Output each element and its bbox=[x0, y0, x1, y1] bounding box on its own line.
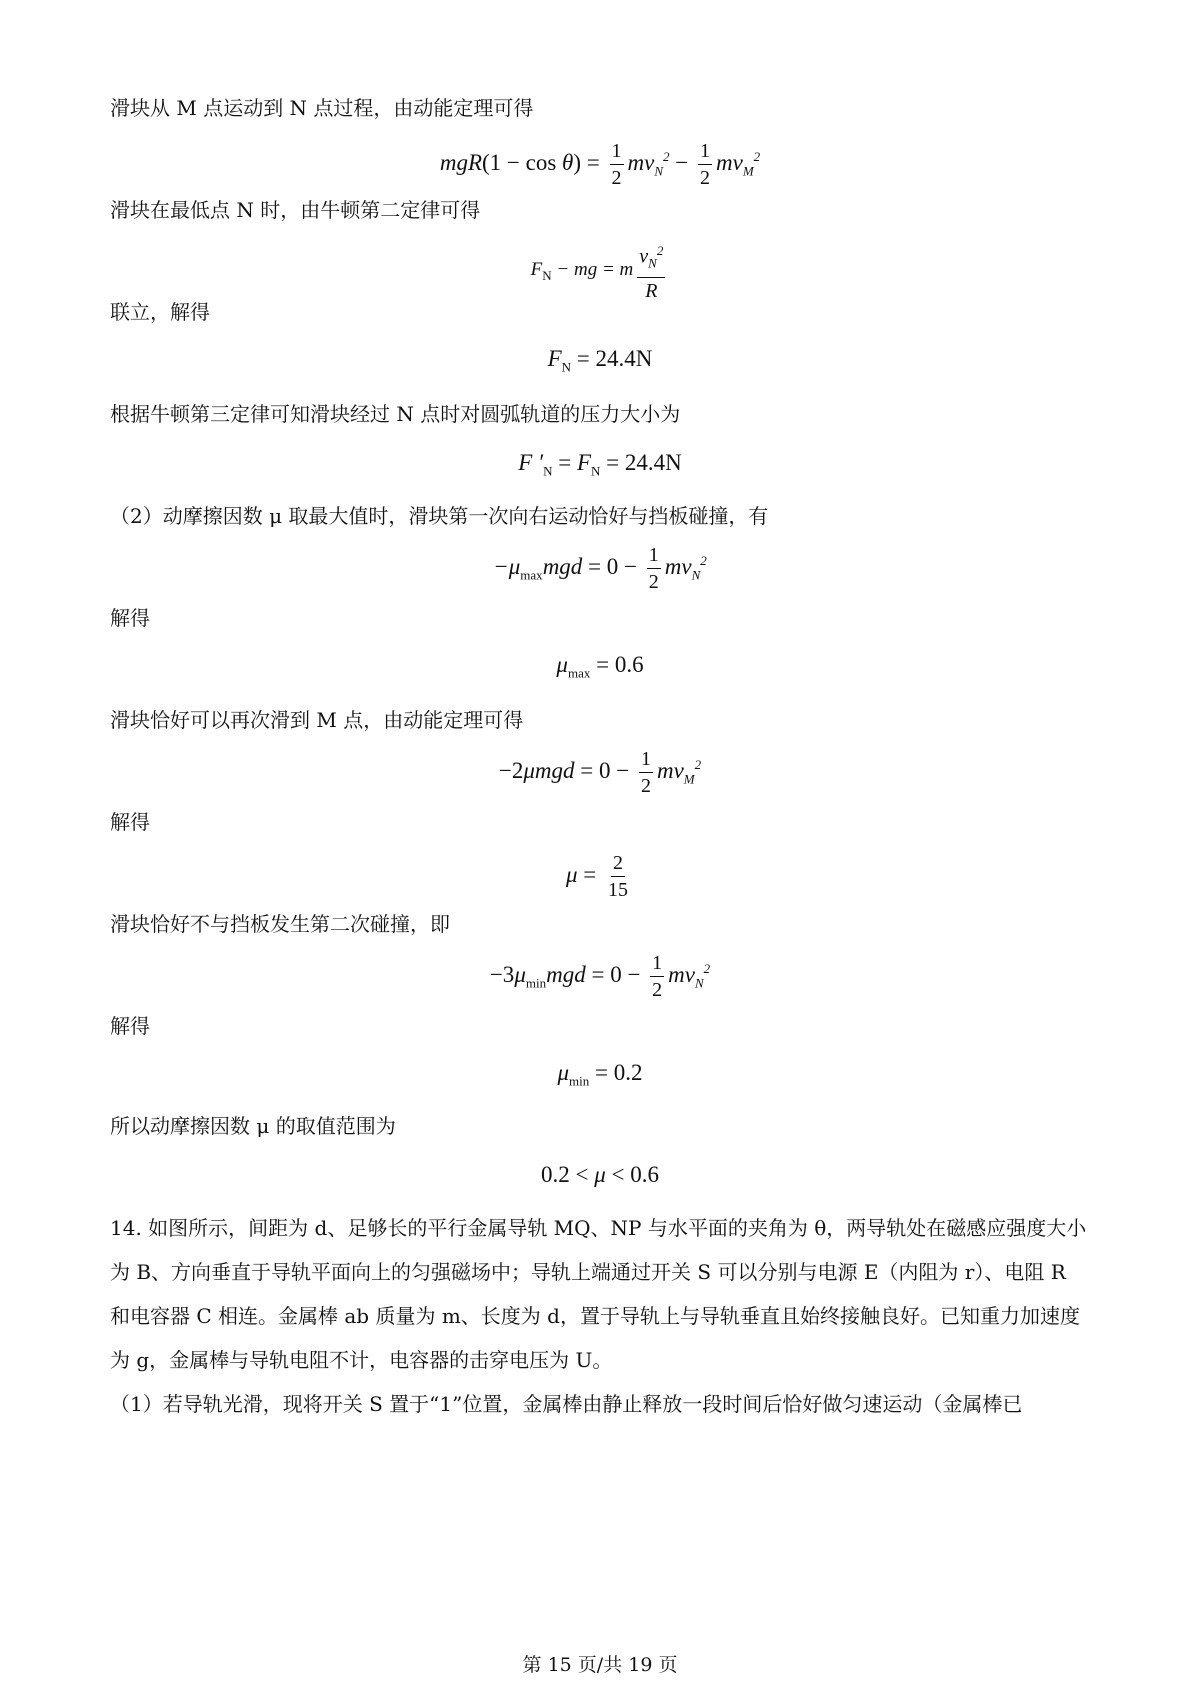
text-line-4: 根据牛顿第三定律可知滑块经过 N 点时对圆弧轨道的压力大小为 bbox=[110, 402, 681, 426]
equation-mu-condition: −2μmgd = 0 − $\frac{1}{2}$ $mv_M^2$ bbox=[498, 748, 702, 797]
equation-mu-max: $\mu_{max} = 0.6$ bbox=[556, 652, 644, 681]
text-line-5: （2）动摩擦因数 μ 取最大值时，滑块第一次向右运动恰好与挡板碰撞，有 bbox=[110, 504, 769, 528]
question-14-part-1: （1）若导轨光滑，现将开关 S 置于“1”位置，金属棒由静止释放一段时间后恰好做匀速运动（金属棒已 bbox=[110, 1392, 1023, 1416]
text-line-11: 所以动摩擦因数 μ 的取值范围为 bbox=[110, 1114, 396, 1138]
equation-mu-min-condition: $-3\mu_{min}mgd = 0$ − $\frac{1}{2}$ $mv_N^2$ bbox=[489, 952, 711, 1001]
equation-newton-second: $F_N$ − mg = m $\frac{v_N^2}{R}$ bbox=[0, 238, 1200, 304]
text-line-2: 滑块在最低点 N 时，由牛顿第二定律可得 bbox=[110, 198, 481, 222]
equation-mu-max-condition: $-\mu_{max}mgd = 0$ − $\frac{1}{2}$ $mv_N^2$ bbox=[493, 544, 707, 593]
text-line-3: 联立，解得 bbox=[110, 300, 210, 324]
equation-mu-min: $\mu_{min} = 0.2$ bbox=[557, 1060, 643, 1089]
equation-fn-prime: F $'_N = F_N = 24.4N$ bbox=[518, 450, 682, 479]
text-line-8: 解得 bbox=[110, 810, 150, 834]
text-line-10: 解得 bbox=[110, 1014, 150, 1038]
equation-mu-range: 0.2 < μ < 0.6 bbox=[540, 1162, 659, 1187]
equation-mu: μ = $\frac{2}{15}$ bbox=[565, 852, 629, 901]
equation-fn: $F_N = 24.4N$ bbox=[547, 346, 653, 375]
page-number-footer: 第 15 页/共 19 页 bbox=[522, 1654, 678, 1676]
text-line-9: 滑块恰好不与挡板发生第二次碰撞，即 bbox=[110, 912, 450, 936]
equation-energy-theorem: mgR(1 − cos θ) = $\frac{1}{2}$ $mv_N^2$ − $\frac{1}{2}$ $mv_M^2$ bbox=[439, 140, 761, 189]
text-line-7: 滑块恰好可以再次滑到 M 点，由动能定理可得 bbox=[110, 708, 524, 732]
text-line-6: 解得 bbox=[110, 606, 150, 630]
text-line-1: 滑块从 M 点运动到 N 点过程，由动能定理可得 bbox=[110, 96, 534, 120]
question-14-stem: 14. 如图所示，间距为 d、足够长的平行金属导轨 MQ、NP 与水平面的夹角为 θ，两导轨处在磁感应强度大小为 B、方向垂直于导轨平面向上的匀强磁场中；导轨上端通过开关 S 可以分别与电源 E（内阻为 r）、电阻 R 和电容器 C 相连。金属棒 ab 质量为 m、长度为 d，置于导轨上与导轨垂直且始终接触良好。已知重力加速度为 g，金属棒与导轨电阻不计，电容器的击穿电压为 U。 bbox=[110, 1216, 1087, 1372]
